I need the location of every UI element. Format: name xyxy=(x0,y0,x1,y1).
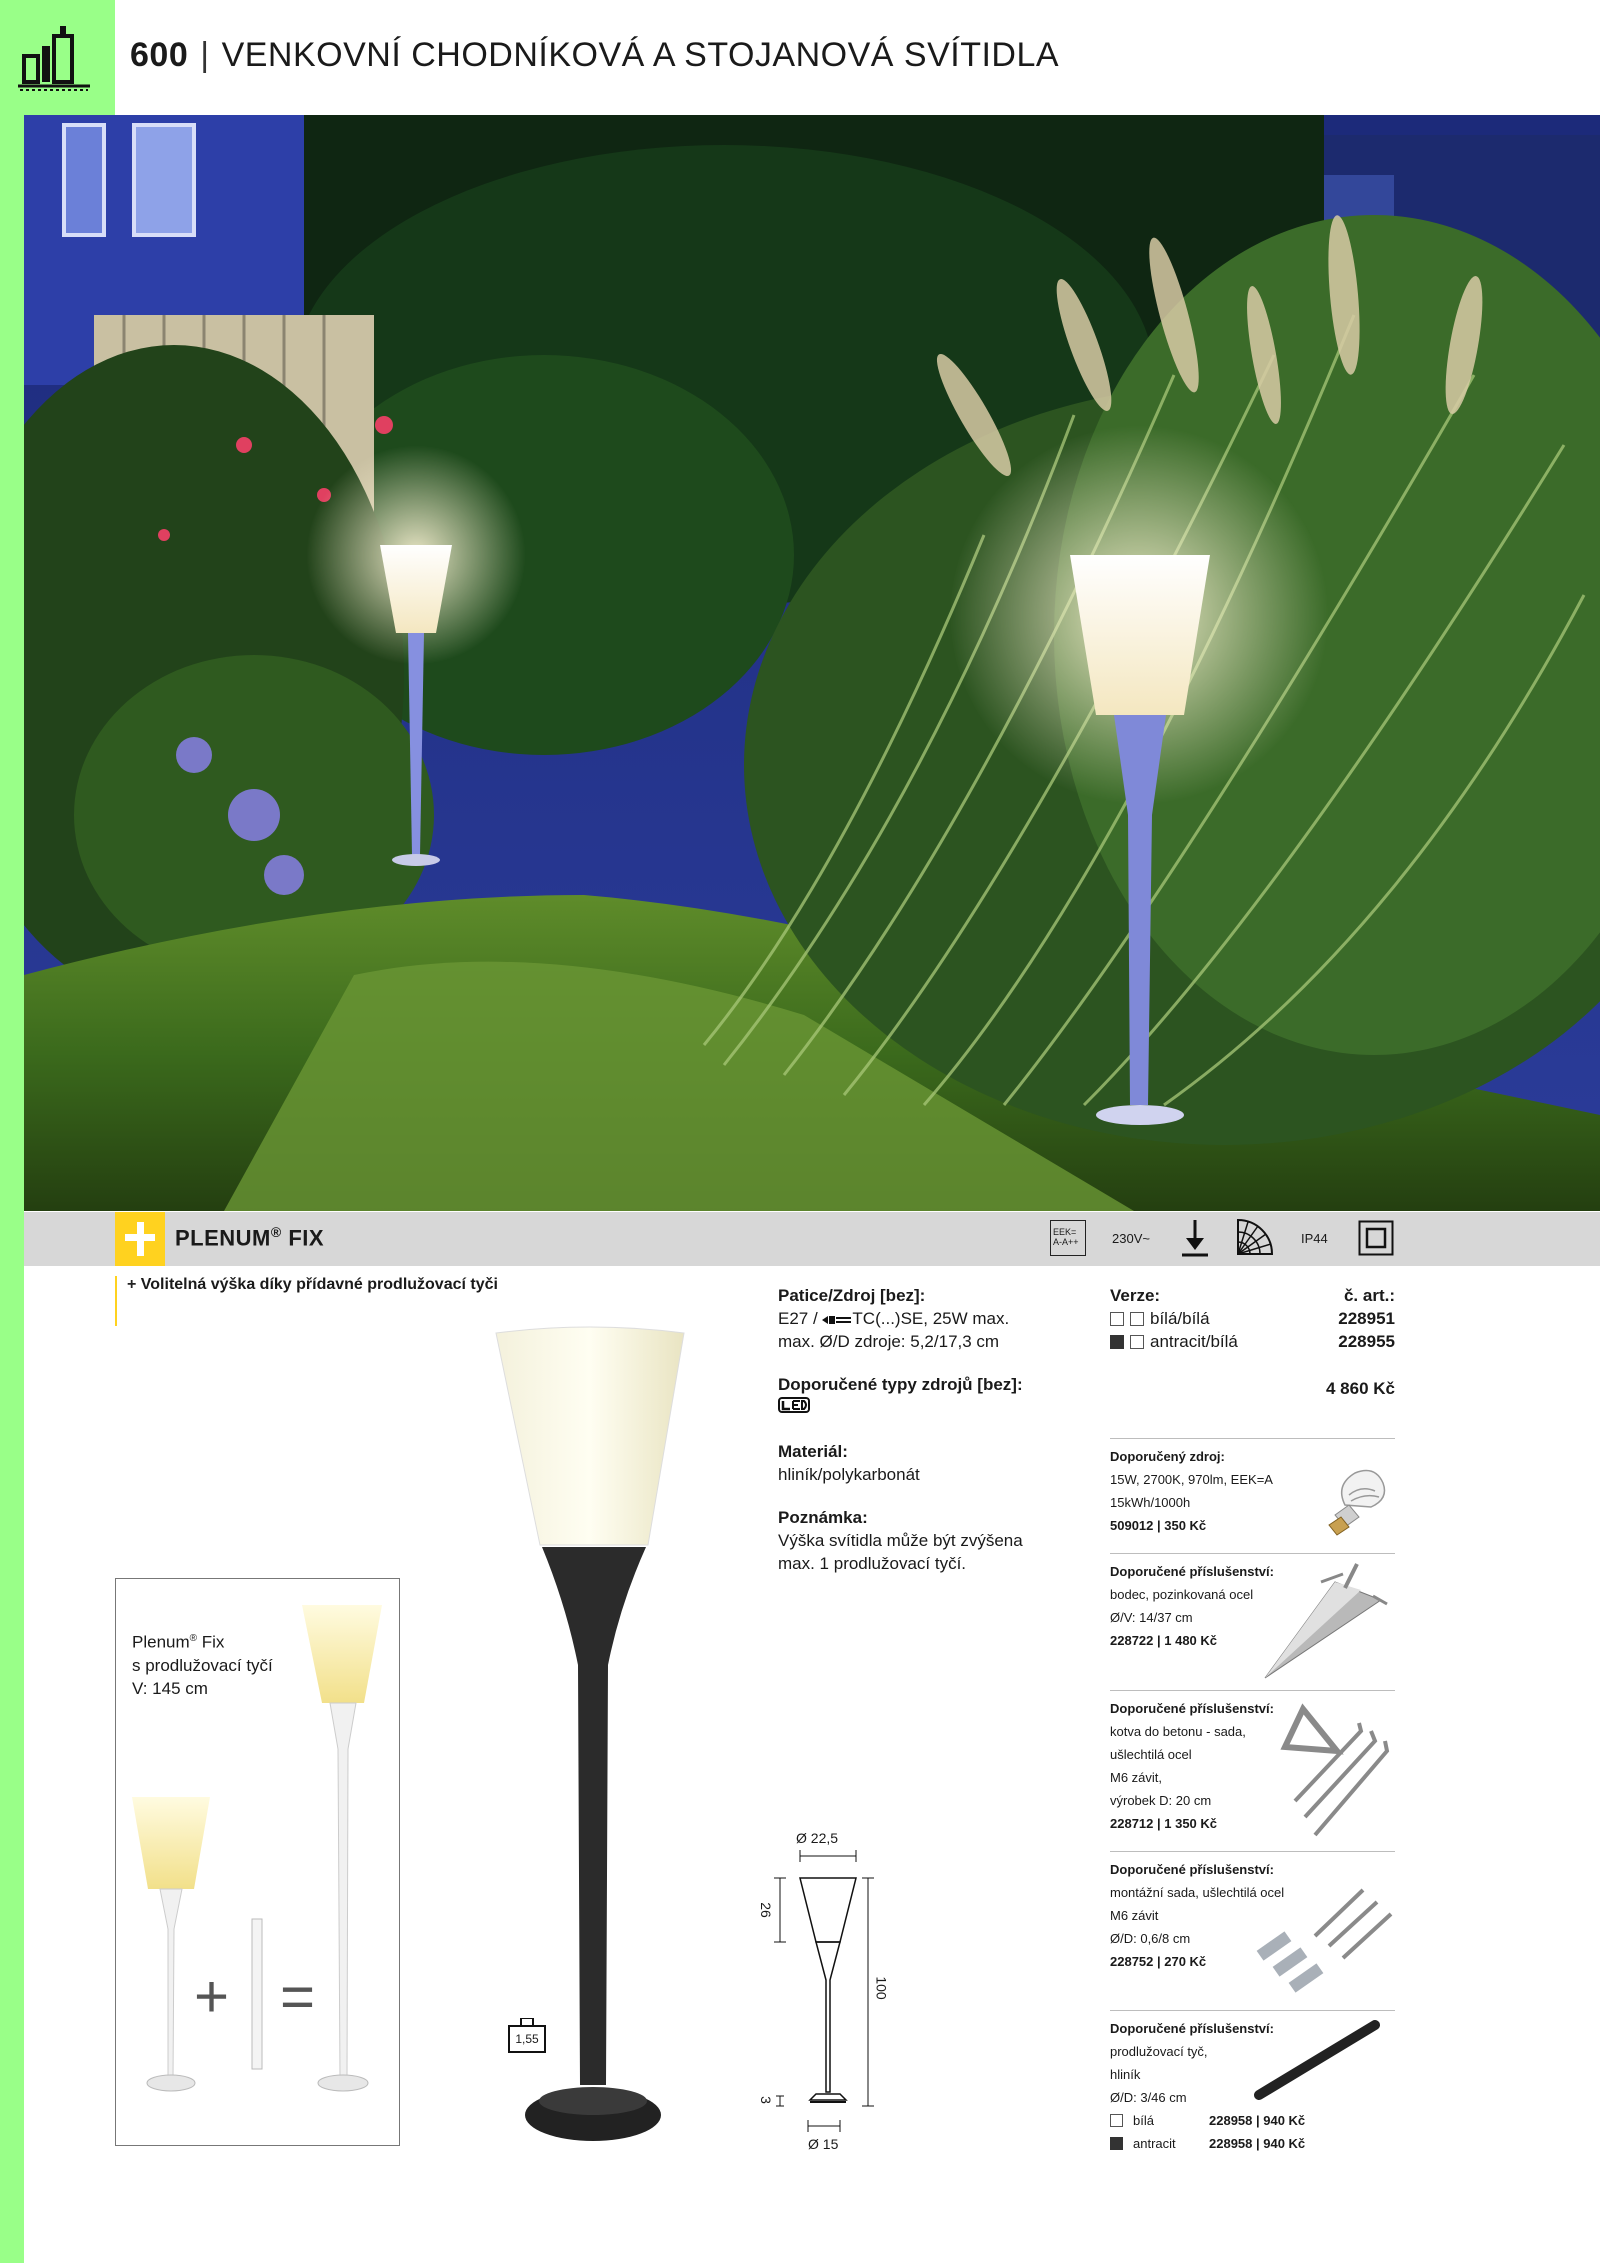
recommended-sources: Doporučené typy zdrojů [bez]: xyxy=(778,1373,1078,1420)
equals-sign: = xyxy=(280,1963,316,2030)
head-height-label: 26 xyxy=(757,1902,774,1918)
socket-spec: Patice/Zdroj [bez]: E27 / TC(...)SE, 25W max. max. Ø/D zdroje: 5,2/17,3 cm xyxy=(778,1286,1010,1351)
ground-mount-icon xyxy=(1180,1218,1210,1258)
extension-caption: Plenum® Fix s prodlužovací tyčí V: 145 cm xyxy=(132,1632,273,1698)
left-accent-strip xyxy=(0,0,24,2263)
plus-badge xyxy=(115,1212,165,1266)
plus-icon xyxy=(115,1212,165,1266)
note-spec: Poznámka: Výška svítidla může být zvýšena max. 1 prodlužovací tyčí. xyxy=(778,1508,1023,1573)
hero-garden-photo xyxy=(24,115,1600,1211)
material-spec: Materiál: hliník/polykarbonát xyxy=(778,1442,920,1484)
version-row: bílá/bílá 228951 xyxy=(1110,1307,1395,1330)
spec-column xyxy=(778,1284,1078,1595)
accessory-concrete-anchor: Doporučené příslušenství: kotva do betonu - sada, ušlechtilá ocel M6 závit, výrobek D: 20 cm 228712 | 1 350 Kč xyxy=(1110,1690,1395,1850)
cfl-socket-icon xyxy=(822,1314,852,1326)
title-separator: | xyxy=(200,36,210,74)
white-swatch-icon xyxy=(1130,1312,1144,1326)
energy-saving-bulb-icon xyxy=(1305,1455,1395,1545)
plus-sign: + xyxy=(194,1963,230,2030)
extension-rod-icon xyxy=(1245,2015,1385,2105)
product-name: PLENUM® FIX xyxy=(175,1224,325,1251)
category-icon-box xyxy=(0,0,115,115)
garden-lights-icon xyxy=(18,26,90,92)
versions-table: Verze: č. art.: bílá/bílá 228951 antracit/bílá 228955 4 860 Kč xyxy=(1110,1286,1395,1398)
product-tagline: + Volitelná výška díky přídavné prodlužovací tyči xyxy=(115,1276,498,1326)
accessory-ground-spike: Doporučené příslušenství: bodec, pozinkovaná ocel Ø/V: 14/37 cm 228722 | 1 480 Kč xyxy=(1110,1553,1395,1689)
protection-class-icon xyxy=(1358,1220,1394,1256)
accessory-mounting-set: Doporučené příslušenství: montážní sada, ušlechtilá ocel M6 závit Ø/D: 0,6/8 cm 228752 | 270 Kč xyxy=(1110,1851,1395,2009)
page-number: 600 xyxy=(130,36,189,74)
total-height-label: 100 xyxy=(873,1976,890,2000)
ground-spike-icon xyxy=(1255,1560,1395,1684)
concrete-anchor-icon xyxy=(1275,1701,1395,1841)
extension-rod-variant: bílá 228958 | 940 Kč xyxy=(1110,2109,1395,2132)
ip-rating-label: IP44 xyxy=(1301,1231,1328,1246)
beam-angle-icon xyxy=(1236,1218,1274,1256)
white-swatch-icon xyxy=(1110,1312,1124,1326)
energy-label-icon: EEK= A-A++ xyxy=(1050,1220,1086,1256)
accessory-recommended-source: Doporučený zdroj: 15W, 2700K, 970lm, EEK=A 15kWh/1000h 509012 | 350 Kč xyxy=(1110,1438,1395,1552)
base-diameter-label: Ø 15 xyxy=(808,2136,839,2152)
white-swatch-icon xyxy=(1110,2114,1123,2127)
version-row: antracit/bílá 228955 xyxy=(1110,1330,1395,1353)
anthracite-swatch-icon xyxy=(1110,2137,1123,2150)
led-icon xyxy=(778,1396,812,1414)
weight-badge: 1,55 xyxy=(507,2018,547,2059)
top-diameter-label: Ø 22,5 xyxy=(796,1830,839,1846)
lamp-plus-rod-illustration xyxy=(116,1579,398,2144)
section-title: VENKOVNÍ CHODNÍKOVÁ A STOJANOVÁ SVÍTIDLA xyxy=(221,36,1060,74)
accessory-extension-rod: Doporučené příslušenství: prodlužovací tyč, hliník Ø/D: 3/46 cm bílá 228958 | 940 Kč antracit 228958 | 940 Kč xyxy=(1110,2010,1395,2160)
voltage-label: 230V~ xyxy=(1112,1231,1150,1246)
mounting-screws-icon xyxy=(1245,1876,1395,1996)
base-height-label: 3 xyxy=(757,2096,774,2104)
extension-illustration-box xyxy=(115,1578,400,2146)
anthracite-swatch-icon xyxy=(1110,1335,1124,1349)
extension-rod-variant: antracit 228958 | 940 Kč xyxy=(1110,2132,1395,2155)
page-title xyxy=(130,36,1059,75)
price: 4 860 Kč xyxy=(1326,1379,1395,1398)
white-swatch-icon xyxy=(1130,1335,1144,1349)
